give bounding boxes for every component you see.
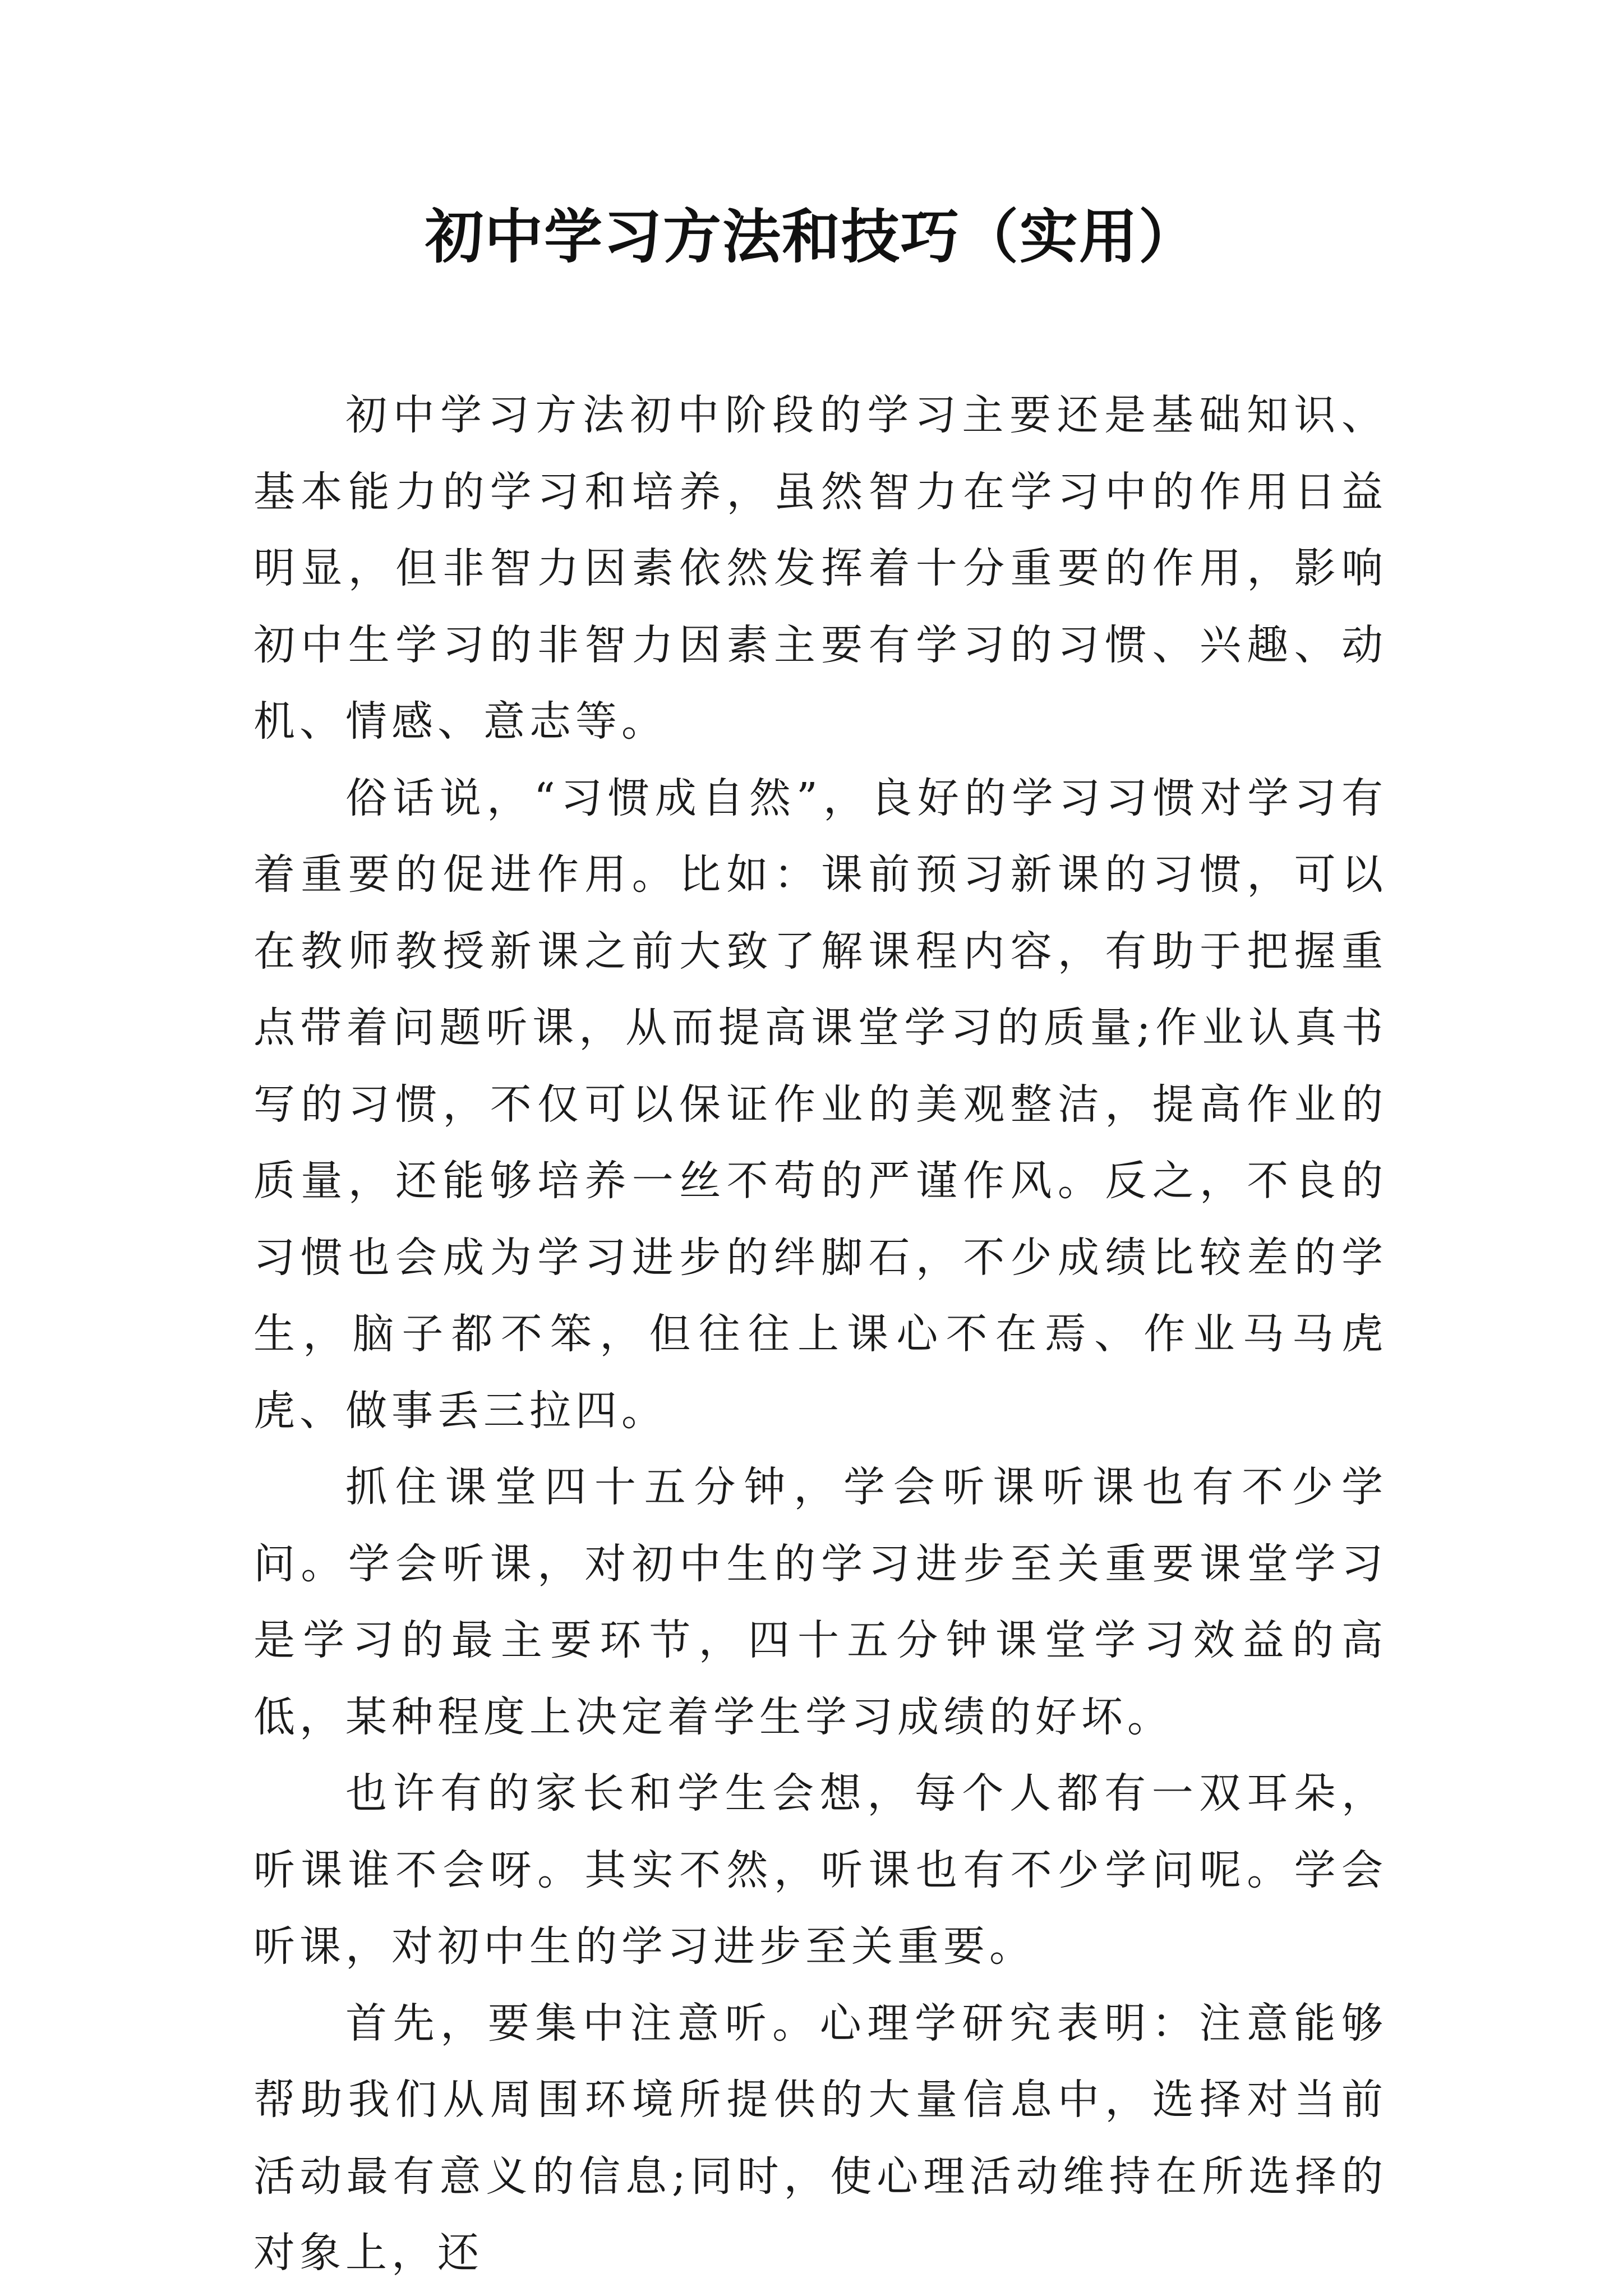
paragraph: 抓住课堂四十五分钟，学会听课听课也有不少学问。学会听课，对初中生的学习进步至关重要课堂学习是学习的最主要环节，四十五分钟课堂学习效益的高低，某种程度上决定着学生学习成绩的好坏。: [253, 1463, 1387, 1741]
paragraph: 初中学习方法初中阶段的学习主要还是基础知识、基本能力的学习和培养，虽然智力在学习中的作用日益明显，但非智力因素依然发挥着十分重要的作用，影响初中生学习的非智力因素主要有学习的习惯、兴趣、动机、情感、意志等。: [253, 391, 1387, 746]
paragraph: 也许有的家长和学生会想，每个人都有一双耳朵，听课谁不会呀。其实不然，听课也有不少学问呢。学会听课，对初中生的学习进步至关重要。: [253, 1769, 1387, 1971]
paragraph: 俗话说，“习惯成自然”，良好的学习习惯对学习有着重要的促进作用。比如：课前预习新课的习惯，可以在教师教授新课之前大致了解课程内容，有助于把握重点带着问题听课，从而提高课堂学习的质量;作业认真书写的习惯，不仅可以保证作业的美观整洁，提高作业的质量，还能够培养一丝不苟的严谨作风。反之，不良的习惯也会成为学习进步的绊脚石，不少成绩比较差的学生，脑子都不笨，但往往上课心不在焉、作业马马虎虎、做事丢三拉四。: [253, 774, 1387, 1435]
paragraph: 首先，要集中注意听。心理学研究表明：注意能够帮助我们从周围环境所提供的大量信息中，选择对当前活动最有意义的信息;同时，使心理活动维持在所选择的对象上，还: [253, 1999, 1387, 2277]
document-body: [253, 377, 1387, 2292]
document-title: 初中学习方法和技巧（实用）: [425, 202, 1198, 271]
